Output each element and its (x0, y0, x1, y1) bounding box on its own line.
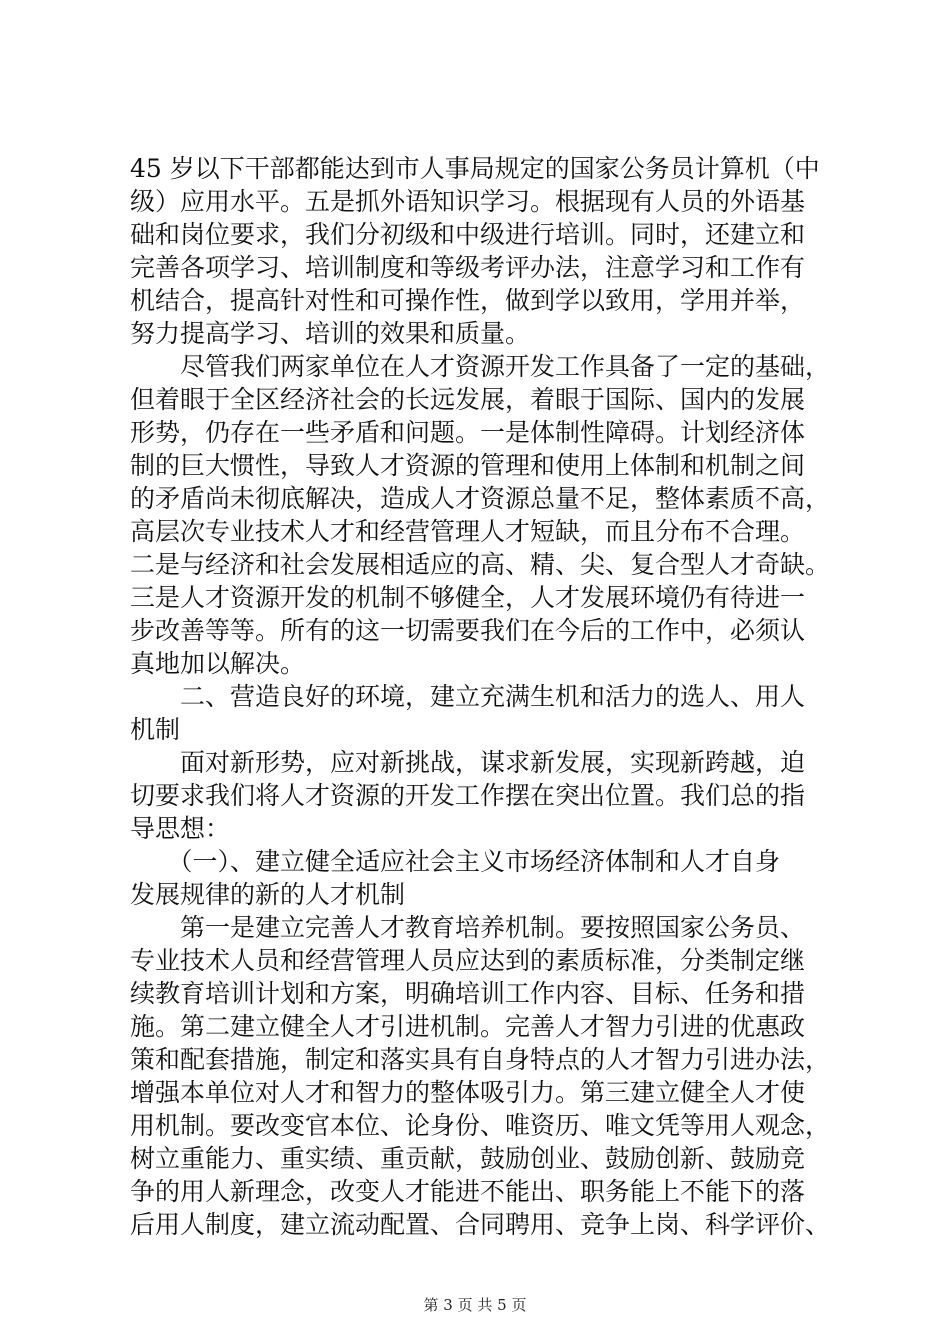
text-line: 完善各项学习、培训制度和等级考评办法，注意学习和工作有 (130, 253, 806, 282)
page-footer: 第 3 页 共 5 页 (423, 1296, 527, 1314)
text-line: 真地加以解决。 (130, 649, 306, 678)
text-line: 施。第二建立健全人才引进机制。完善人才智力引进的优惠政 (130, 1012, 806, 1041)
document-body (130, 152, 830, 1241)
text-line: （一）、建立健全适应社会主义市场经济体制和人才自身 (130, 847, 781, 876)
text-line: 增强本单位对人才和智力的整体吸引力。第三建立健全人才使 (130, 1078, 806, 1107)
text-line: 努力提高学习、培训的效果和质量。 (130, 319, 531, 348)
text-line: 形势，仍存在一些矛盾和问题。一是体制性障碍。计划经济体 (130, 418, 806, 447)
text-line: 45 岁以下干部都能达到市人事局规定的国家公务员计算机（中 (130, 154, 820, 183)
text-line: 础和岗位要求，我们分初级和中级进行培训。同时，还建立和 (130, 220, 806, 249)
text-line: 步改善等等。所有的这一切需要我们在今后的工作中，必须认 (130, 616, 806, 645)
text-line: 高层次专业技术人才和经营管理人才短缺，而且分布不合理。 (130, 517, 806, 546)
text-line: 的矛盾尚未彻底解决，造成人才资源总量不足，整体素质不高， (130, 484, 831, 513)
text-line: 机制 (130, 715, 181, 744)
text-line: 切要求我们将人才资源的开发工作摆在突出位置。我们总的指 (130, 781, 806, 810)
text-line: 面对新形势，应对新挑战，谋求新发展，实现新跨越，迫 (130, 748, 806, 777)
text-line: 但着眼于全区经济社会的长远发展，着眼于国际、国内的发展 (130, 385, 806, 414)
text-line: 级）应用水平。五是抓外语知识学习。根据现有人员的外语基 (130, 187, 806, 216)
text-line: 续教育培训计划和方案，明确培训工作内容、目标、任务和措 (130, 979, 806, 1008)
text-line: 发展规律的新的人才机制 (130, 880, 406, 909)
text-line: 第一是建立完善人才教育培养机制。要按照国家公务员、 (130, 913, 806, 942)
text-line: 后用人制度，建立流动配置、合同聘用、竞争上岗、科学评价、 (130, 1210, 831, 1239)
text-line: 制的巨大惯性，导致人才资源的管理和使用上体制和机制之间 (130, 451, 806, 480)
text-line: 三是人才资源开发的机制不够健全，人才发展环境仍有待进一 (130, 583, 806, 612)
text-line: 导思想： (130, 814, 231, 843)
text-line: 二、营造良好的环境，建立充满生机和活力的选人、用人 (130, 682, 806, 711)
text-line: 策和配套措施，制定和落实具有自身特点的人才智力引进办法， (130, 1045, 831, 1074)
text-line: 争的用人新理念，改变人才能进不能出、职务能上不能下的落 (130, 1177, 806, 1206)
text-line: 二是与经济和社会发展相适应的高、精、尖、复合型人才奇缺。 (130, 550, 831, 579)
text-line: 用机制。要改变官本位、论身份、唯资历、唯文凭等用人观念， (130, 1111, 831, 1140)
text-line: 专业技术人员和经营管理人员应达到的素质标准，分类制定继 (130, 946, 806, 975)
text-line: 机结合，提高针对性和可操作性，做到学以致用，学用并举， (130, 286, 806, 315)
text-line: 尽管我们两家单位在人才资源开发工作具备了一定的基础， (130, 352, 831, 381)
text-line: 树立重能力、重实绩、重贡献，鼓励创业、鼓励创新、鼓励竞 (130, 1144, 806, 1173)
